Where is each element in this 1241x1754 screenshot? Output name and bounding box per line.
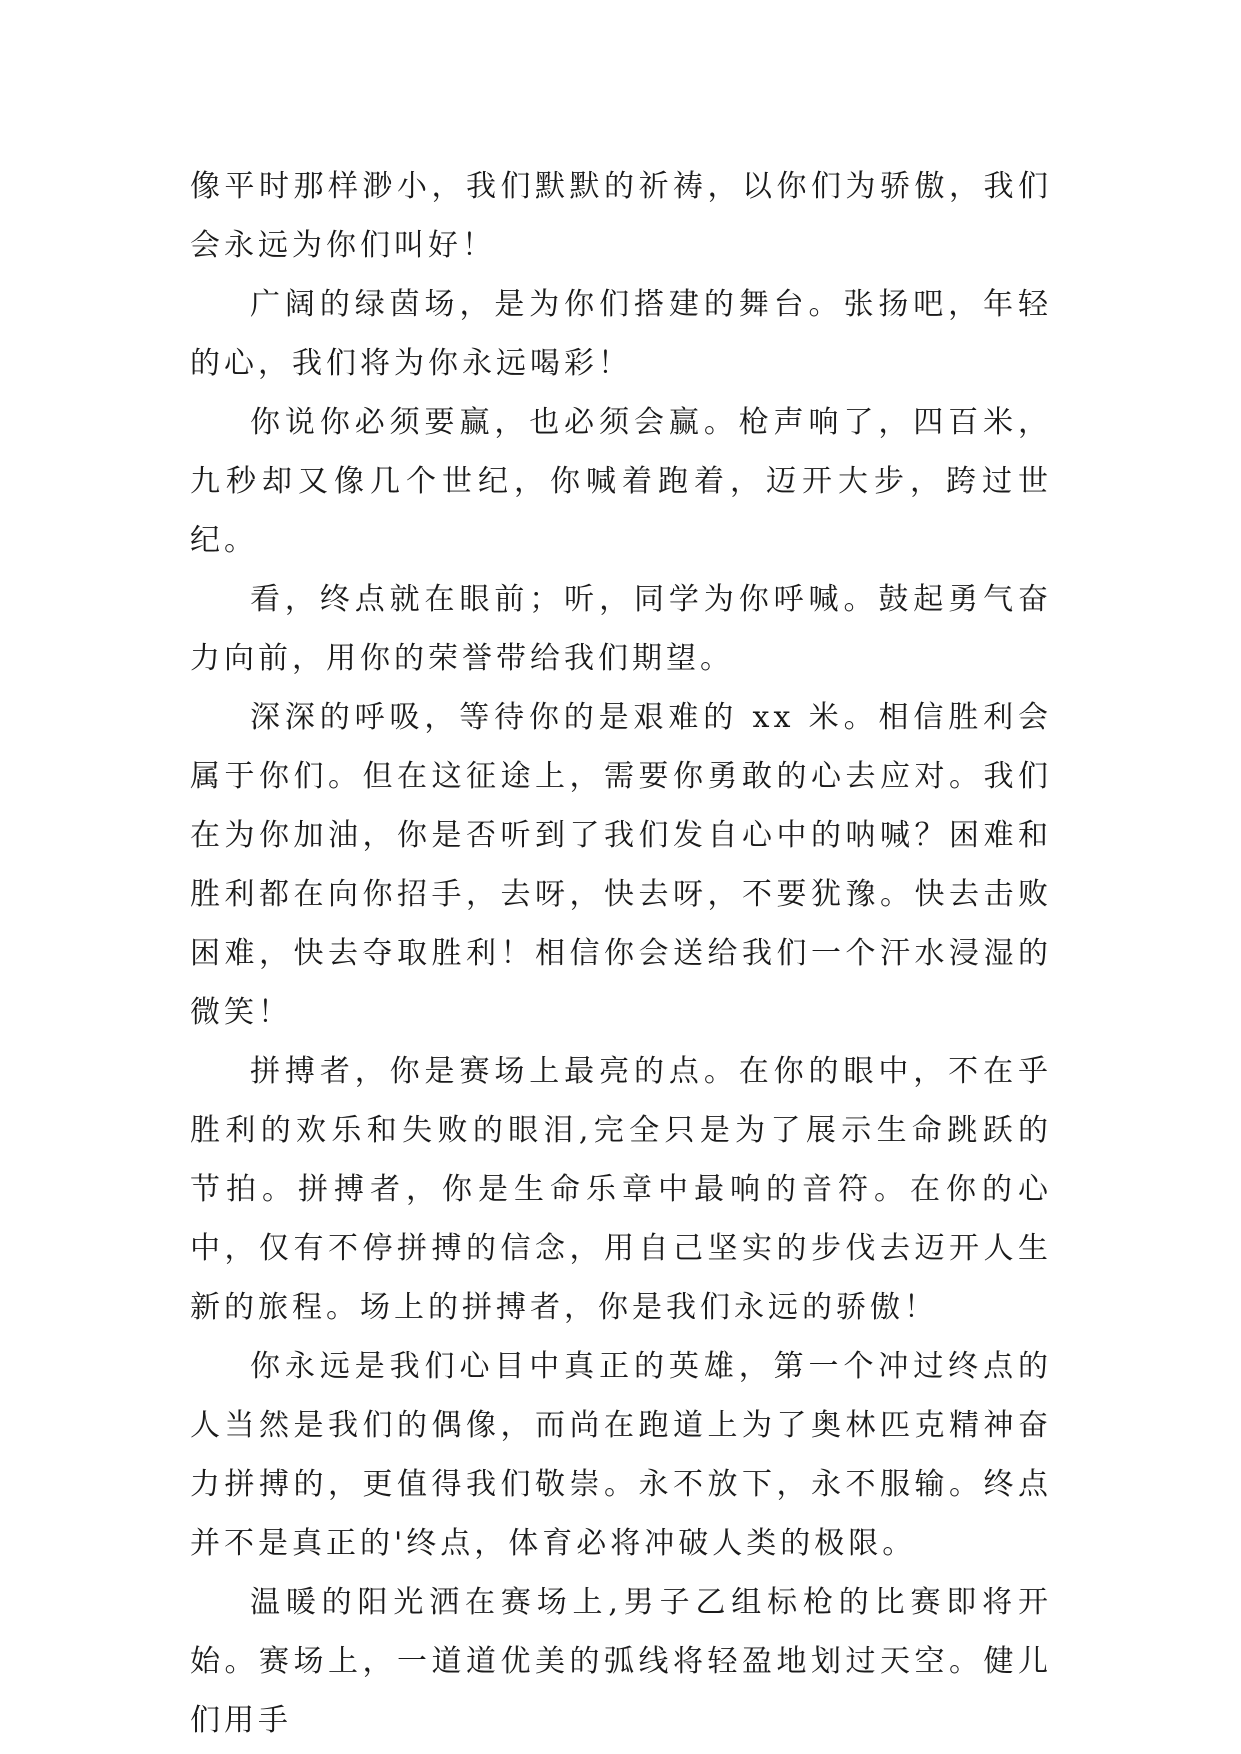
paragraph-4: 看，终点就在眼前；听，同学为你呼喊。鼓起勇气奋力向前，用你的荣誉带给我们期望。 <box>190 582 1052 676</box>
paragraph-7: 你永远是我们心目中真正的英雄，第一个冲过终点的人当然是我们的偶像，而尚在跑道上为了奥林匹克精神奋力拼搏的，更值得我们敬崇。永不放下，永不服输。终点并不是真正的'终点，体育必将冲破人类的极限。 <box>190 1349 1052 1561</box>
paragraph-3: 你说你必须要赢，也必须会赢。枪声响了，四百米，九秒却又像几个世纪，你喊着跑着，迈开大步，跨过世纪。 <box>190 405 1052 558</box>
document-body <box>190 157 1052 1750</box>
paragraph-2: 广阔的绿茵场，是为你们搭建的舞台。张扬吧，年轻的心，我们将为你永远喝彩！ <box>190 287 1052 381</box>
paragraph-1: 像平时那样渺小，我们默默的祈祷，以你们为骄傲，我们会永远为你们叫好！ <box>190 169 1052 263</box>
paragraph-8: 温暖的阳光洒在赛场上,男子乙组标枪的比赛即将开始。赛场上，一道道优美的弧线将轻盈地划过天空。健儿们用手 <box>190 1585 1052 1738</box>
paragraph-5: 深深的呼吸，等待你的是艰难的 xx 米。相信胜利会属于你们。但在这征途上，需要你勇敢的心去应对。我们在为你加油，你是否听到了我们发自心中的呐喊？困难和胜利都在向你招手，去呀，快去呀，不要犹豫。快去击败困难，快去夺取胜利！相信你会送给我们一个汗水浸湿的微笑！ <box>190 700 1052 1030</box>
paragraph-6: 拼搏者，你是赛场上最亮的点。在你的眼中，不在乎胜利的欢乐和失败的眼泪,完全只是为了展示生命跳跃的节拍。拼搏者，你是生命乐章中最响的音符。在你的心中，仅有不停拼搏的信念，用自己坚实的步伐去迈开人生新的旅程。场上的拼搏者，你是我们永远的骄傲！ <box>190 1054 1052 1325</box>
